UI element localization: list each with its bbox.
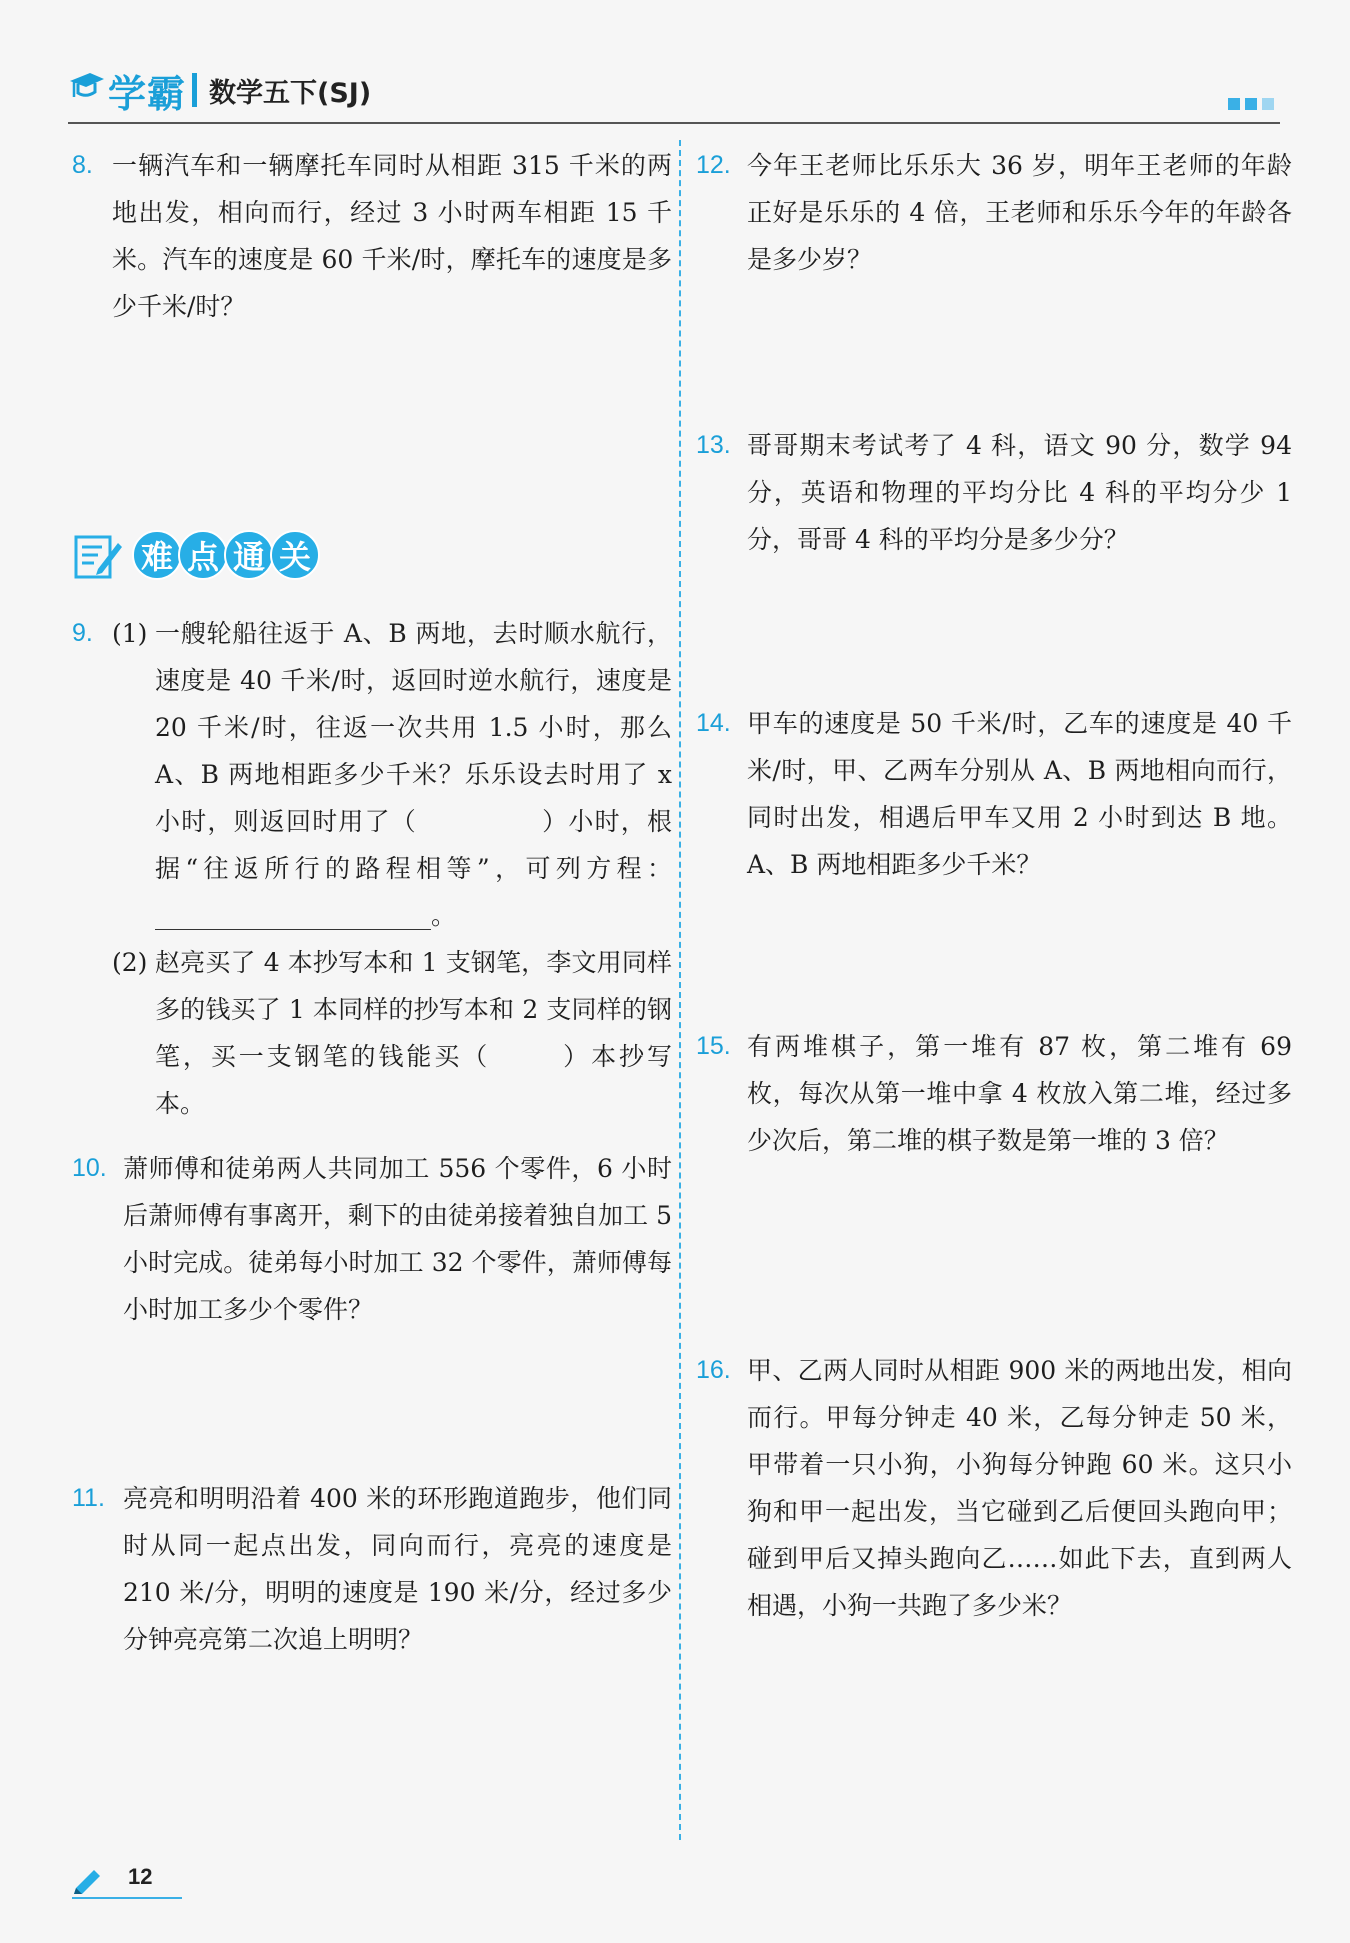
question-12 [696,142,1292,283]
question-number: 10. [72,1154,107,1182]
question-number: 8. [72,151,93,179]
question-10 [72,1145,672,1333]
question-text: 今年王老师比乐乐大 36 岁，明年王老师的年龄正好是乐乐的 4 倍，王老师和乐乐今年的年龄各是多少岁？ [747,151,1292,274]
question-14 [696,700,1292,888]
logo-text: 学霸 [108,71,187,116]
sub-text: 一艘轮船往返于 A、B 两地，去时顺水航行，速度是 40 千米/时，返回时逆水航行，速度是 20 千米/时，往返一次共用 1.5 小时，那么 A、B 两地相距多少千米？乐乐设去时用了 x 小时，则返回时用了（ [155,619,672,836]
graduation-cap-icon [68,67,106,113]
sub-text: 赵亮买了 4 本抄写本和 1 支钢笔，李文用同样多的钱买了 1 本同样的抄写本和 2 支同样的钢笔，买一支钢笔的钱能买（ [155,948,672,1071]
question-number: 13. [696,431,731,459]
question-11 [72,1475,672,1663]
pencil-icon [72,1866,106,1894]
question-number: 16. [696,1356,731,1384]
sub-text: ）本抄写本。 [155,1042,672,1118]
page-header [68,62,1284,124]
page-number: 12 [128,1864,153,1889]
question-text: 甲、乙两人同时从相距 900 米的两地出发，相向而行。甲每分钟走 40 米，乙每分钟走 50 米，甲带着一只小狗，小狗每分钟跑 60 米。这只小狗和甲一起出发，当它碰到乙后便回头跑向甲；碰到甲后又掉头跑向乙……如此下去，直到两人相遇，小狗一共跑了多少米？ [747,1356,1292,1620]
sub-text: 。 [431,901,457,930]
question-16 [696,1347,1292,1629]
question-13 [696,422,1292,563]
question-8 [72,142,672,330]
section-title-char: 通 [224,530,274,580]
sub-text: ）小时，根据“往返所行的路程相等”，可列方程： [155,807,672,883]
question-number: 14. [696,709,731,737]
brand-logo [68,62,371,118]
question-text: 亮亮和明明沿着 400 米的环形跑道跑步，他们同时从同一起点出发，同向而行，亮亮的速度是 210 米/分，明明的速度是 190 米/分，经过多少分钟亮亮第二次追上明明？ [123,1484,672,1654]
column-divider [679,140,681,1840]
section-banner [72,525,316,585]
equation-blank[interactable] [155,899,431,930]
question-number: 12. [696,151,731,179]
notebook-pen-icon [72,529,124,581]
sub-question-1 [112,610,672,939]
question-body [72,610,672,1127]
header-decoration [1228,98,1274,110]
question-text: 哥哥期末考试考了 4 科，语文 90 分，数学 94 分，英语和物理的平均分比 4 科的平均分少 1 分，哥哥 4 科的平均分是多少分？ [747,431,1292,554]
question-15 [696,1023,1292,1164]
question-9 [72,610,672,1127]
sub-label: (2) [112,948,148,977]
question-text: 有两堆棋子，第一堆有 87 枚，第二堆有 69 枚，每次从第一堆中拿 4 枚放入第二堆，经过多少次后，第二堆的棋子数是第一堆的 3 倍？ [747,1032,1292,1155]
section-title-char: 点 [178,530,228,580]
question-text: 一辆汽车和一辆摩托车同时从相距 315 千米的两地出发，相向而行，经过 3 小时两车相距 15 千米。汽车的速度是 60 千米/时，摩托车的速度是多少千米/时？ [112,151,672,321]
book-title: 数学五下(SJ) [209,77,372,109]
logo-separator [192,73,197,107]
header-rule [68,122,1280,124]
section-title-char: 关 [270,530,320,580]
question-number: 9. [72,619,93,647]
question-number: 11. [72,1484,105,1512]
section-title-char: 难 [132,530,182,580]
question-text: 甲车的速度是 50 千米/时，乙车的速度是 40 千米/时，甲、乙两车分别从 A、B 两地相向而行，同时出发，相遇后甲车又用 2 小时到达 B 地。A、B 两地相距多少千米？ [747,709,1292,879]
question-number: 15. [696,1032,731,1060]
section-title [132,530,316,580]
footer-rule [72,1897,182,1899]
question-text: 萧师傅和徒弟两人共同加工 556 个零件，6 小时后萧师傅有事离开，剩下的由徒弟接着独自加工 5 小时完成。徒弟每小时加工 32 个零件，萧师傅每小时加工多少个零件？ [123,1154,672,1324]
sub-question-2 [112,939,672,1127]
page-footer [72,1862,182,1902]
sub-label: (1) [112,619,148,648]
